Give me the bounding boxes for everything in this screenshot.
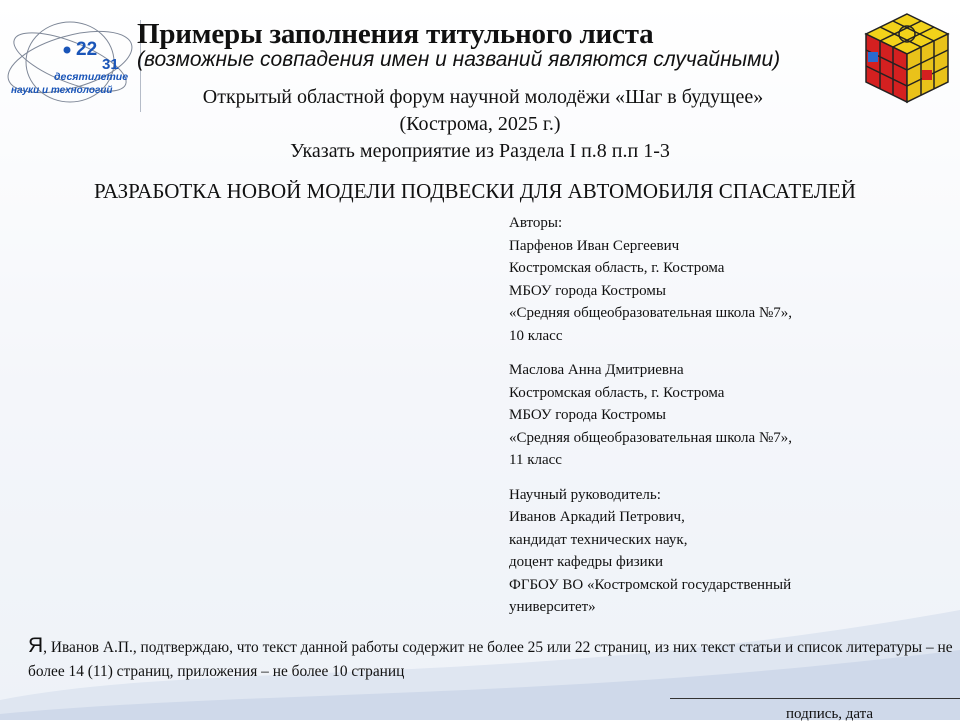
supervisor-label: Научный руководитель: bbox=[509, 486, 661, 503]
supervisor-university-end: университет» bbox=[509, 599, 596, 615]
author1-grade: 10 класс bbox=[509, 327, 563, 344]
work-title: РАЗРАБОТКА НОВОЙ МОДЕЛИ ПОДВЕСКИ ДЛЯ АВТОМОБИЛЯ СПАСАТЕЛЕЙ bbox=[94, 179, 856, 203]
author1-region: Костромская область, г. Кострома bbox=[509, 260, 725, 276]
confirmation-first-letter: Я bbox=[28, 634, 44, 657]
confirmation-statement bbox=[28, 634, 960, 684]
author1-name: Парфенов Иван Сергеевич bbox=[509, 237, 680, 254]
page-title: Примеры заполнения титульного листа bbox=[137, 18, 654, 50]
svg-text:31: 31 bbox=[102, 56, 119, 73]
svg-text:десятилетие: десятилетие bbox=[54, 71, 129, 83]
author2-grade: 11 класс bbox=[509, 452, 562, 468]
authors-block bbox=[509, 212, 792, 619]
author1-org: МБОУ города Костромы bbox=[509, 282, 666, 299]
supervisor-university: ФГБОУ ВО «Костромской государственный bbox=[509, 576, 792, 593]
author2-school: «Средняя общеобразовательная школа №7», bbox=[509, 429, 793, 446]
author1-school: «Средняя общеобразовательная школа №7», bbox=[509, 305, 793, 321]
signature-line bbox=[670, 698, 960, 699]
event-location-year: (Кострома, 2025 г.) bbox=[399, 113, 561, 135]
author2-name: Маслова Анна Дмитриевна bbox=[509, 362, 684, 378]
page-subtitle: (возможные совпадения имен и названий являются случайными) bbox=[137, 48, 781, 71]
author2-org: МБОУ города Костромы bbox=[509, 407, 666, 423]
confirmation-text: , Иванов А.П., подтверждаю, что текст данной работы содержит не более 25 или 22 страниц, из них текст статьи и список литературы – не более 14 (11) страниц, приложения – не более 10 страниц bbox=[28, 639, 953, 680]
event-name: Открытый областной форум научной молодёжи «Шаг в будущее» bbox=[202, 86, 764, 108]
svg-text:22: 22 bbox=[76, 39, 98, 60]
event-instruction: Указать мероприятие из Раздела I п.8 п.п 1-3 bbox=[290, 140, 670, 162]
author2-region: Костромская область, г. Кострома bbox=[509, 384, 725, 401]
svg-text:науки и технологий: науки и технологий bbox=[11, 85, 113, 96]
authors-label: Авторы: bbox=[509, 215, 563, 231]
supervisor-degree: кандидат технических наук, bbox=[509, 531, 688, 548]
signature-label: подпись, дата bbox=[786, 706, 874, 722]
supervisor-name: Иванов Аркадий Петрович, bbox=[509, 509, 685, 525]
supervisor-position: доцент кафедры физики bbox=[509, 554, 664, 570]
